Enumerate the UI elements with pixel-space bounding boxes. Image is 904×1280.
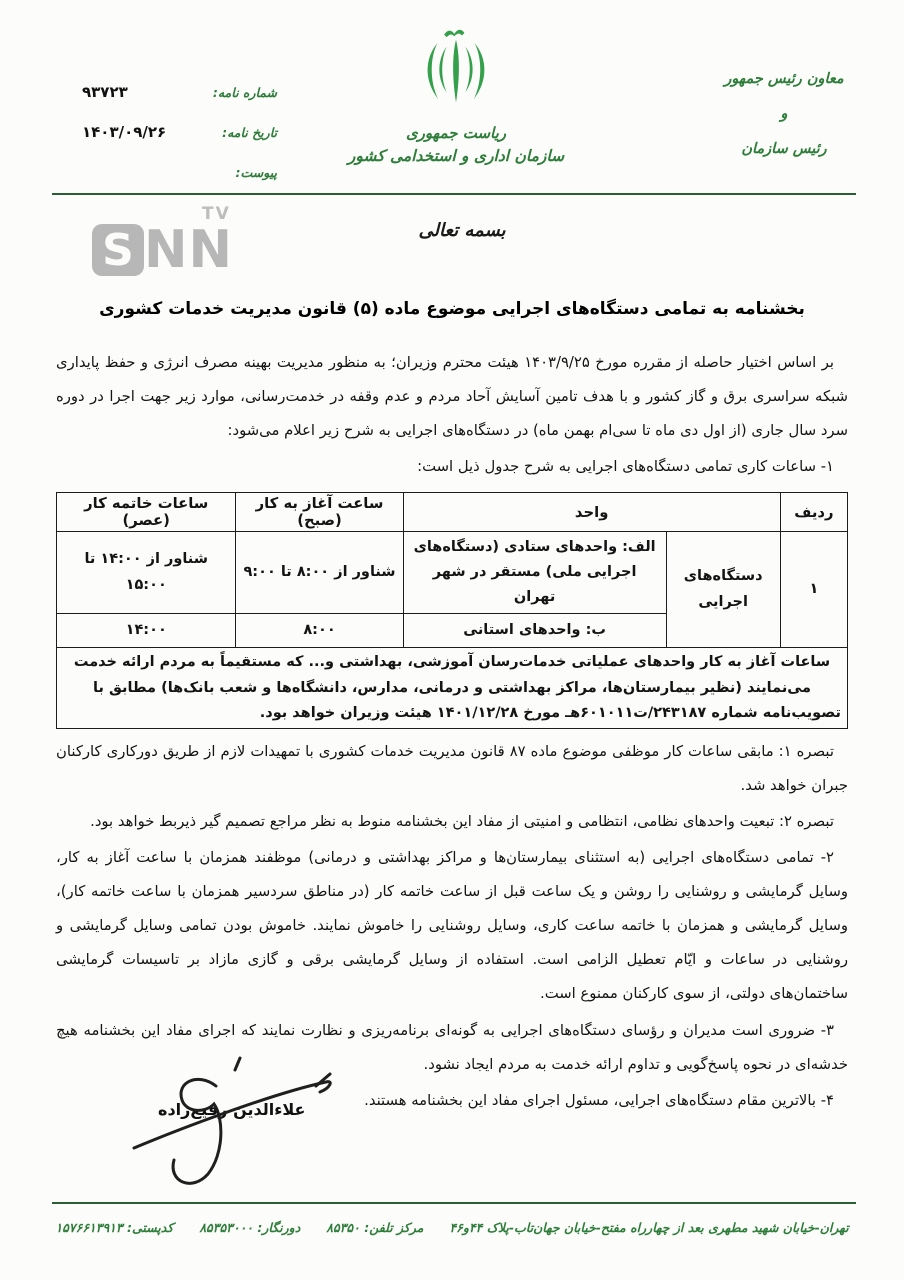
letter-attachment-label: پیوست: xyxy=(235,164,277,180)
table-note-cell: ساعات آغاز به کار واحدهای عملیاتی خدمات‌رسان آموزشی، بهداشتی و... که مستقیماً به مردم ارائه خدمت می‌نمایند (نظیر بیمارستان‌ها، مراکز بهداشتی و درمانی، مدارس، دانشگاه‌ها و شعب بانک‌ها) مطابق با تصویب‌نامه شماره ۲۴۳۱۸۷/ت۶۰۱۰۱۱هـ مورخ ۱۴۰۱/۱۲/۲۸ هیئت وزیران خواهد بود. xyxy=(57,648,848,729)
signer-title-line1: معاون رئیس جمهور xyxy=(724,71,844,87)
unit-b-cell: ب: واحدهای استانی xyxy=(403,614,666,648)
watermark-s-badge: S xyxy=(92,224,144,276)
letter-attachment-row xyxy=(82,152,277,192)
item-4-paragraph: ۴- بالاترین مقام دستگاه‌های اجرایی، مسئول اجرای مفاد این بخشنامه هستند. xyxy=(364,1091,834,1109)
col-header-unit: واحد xyxy=(403,493,780,532)
letter-number-row xyxy=(82,72,277,112)
footer-fax xyxy=(199,1220,300,1235)
footer-fax-value: ۸۵۳۵۳۰۰۰ xyxy=(199,1220,254,1235)
letter-number-value: ۹۳۷۲۳ xyxy=(82,83,128,101)
intro-paragraph: بر اساس اختیار حاصله از مقرره مورخ ۱۴۰۳/۹/۲۵ هیئت محترم وزیران؛ به منظور مدیریت بهینه مصرف انرژی و حفظ پایداری شبکه سراسری برق و گاز کشور و با هدف تامین آسایش آحاد مردم و عدم وقفه در خدمت‌رسانی، موارد زیر جهت اجرا در دوره سرد سال جاری (از اول دی ماه تا سی‌ام بهمن ماه) در دستگاه‌های اجرایی به شرح زیر اعلام می‌شود: xyxy=(56,354,848,440)
watermark-snn-logo xyxy=(92,220,234,280)
unit-b-end-cell: ۱۴:۰۰ xyxy=(57,614,236,648)
footer-postal-label: کدپستی: xyxy=(126,1220,174,1235)
work-hours-table xyxy=(56,492,848,729)
agency-group-cell: دستگاه‌های اجرایی xyxy=(666,532,780,648)
watermark-tv-text: TV xyxy=(202,204,231,224)
signer-title-line2: و xyxy=(780,105,788,122)
org-name-line: سازمان اداری و استخدامی کشور xyxy=(347,146,565,165)
document-body xyxy=(56,344,848,1118)
table-header-row xyxy=(57,493,848,532)
unit-a-cell: الف: واحدهای ستادی (دستگاه‌های اجرایی ملی) مستقر در شهر تهران xyxy=(403,532,666,614)
unit-a-end-cell: شناور از ۱۴:۰۰ تا ۱۵:۰۰ xyxy=(57,532,236,614)
page-title: بخشنامه به تمامی دستگاه‌های اجرایی موضوع ماده (۵) قانون مدیریت خدمات کشوری xyxy=(99,299,805,319)
item-3-paragraph: ۳- ضروری است مدیران و رؤسای دستگاه‌های اجرایی به گونه‌ای برنامه‌ریزی و نظارت نمایند که اجرای مفاد این بخشنامه هیچ خدشه‌ای در نحوه پاسخ‌گویی و تداوم ارائه خدمت به مردم ایجاد نشود. xyxy=(56,1021,848,1073)
footer-contact-bar xyxy=(30,1220,874,1235)
col-header-end-time: ساعات خاتمه کار (عصر) xyxy=(57,493,236,532)
note-2-paragraph: تبصره ۲: تبعیت واحدهای نظامی، انتظامی و امنیتی از مفاد این بخشنامه منوط به نظر مراجع تصمیم گیر ذیربط خواهد بود. xyxy=(90,813,834,831)
note-1-paragraph: تبصره ۱: مابقی ساعات کار موظفی موضوع ماده ۸۷ قانون مدیریت خدمات کشوری با تمهیدات لازم از طریق دورکاری کارکنان جبران خواهد شد. xyxy=(56,743,848,795)
signer-title-line3: رئیس سازمان xyxy=(741,140,827,157)
table-row xyxy=(57,532,848,614)
footer-postal-value: ۱۵۷۶۶۱۳۹۱۳ xyxy=(55,1220,123,1235)
footer-address: تهران-خیابان شهید مطهری بعد از چهارراه مفتح-خیابان جهان‌تاب-پلاک ۴۴و۴۶ xyxy=(449,1220,849,1235)
row-number-cell: ۱ xyxy=(780,532,847,648)
unit-a-start-cell: شناور از ۸:۰۰ تا ۹:۰۰ xyxy=(236,532,403,614)
org-presidency-line: ریاست جمهوری xyxy=(405,124,507,142)
letter-date-row xyxy=(82,112,277,152)
unit-b-start-cell: ۸:۰۰ xyxy=(236,614,403,648)
item-1-paragraph: ۱- ساعات کاری تمامی دستگاه‌های اجرایی به شرح جدول ذیل است: xyxy=(417,458,834,476)
footer-phone-value: ۸۵۳۵۰ xyxy=(326,1220,360,1235)
letter-meta xyxy=(82,72,277,192)
col-header-start-time: ساعت آغاز به کار (صبح) xyxy=(236,493,403,532)
signature-block xyxy=(120,1052,380,1202)
footer-phone-label: مرکز تلفن: xyxy=(364,1220,424,1235)
besmele-text: بسمه تعالی xyxy=(418,220,506,241)
letter-date-label: تاریخ نامه: xyxy=(222,124,277,140)
handwritten-signature xyxy=(120,1052,370,1202)
letterhead-center xyxy=(322,24,590,168)
footer-divider-line xyxy=(52,1202,856,1204)
footer-postal xyxy=(55,1220,173,1235)
letter-number-label: شماره نامه: xyxy=(212,84,277,100)
col-header-radif: ردیف xyxy=(780,493,847,532)
iran-emblem-icon xyxy=(417,24,495,120)
snn-tv-watermark xyxy=(92,204,252,289)
watermark-nn-text: NN xyxy=(144,220,234,280)
item-2-paragraph: ۲- تمامی دستگاه‌های اجرایی (به استثنای بیمارستان‌ها و مراکز بهداشتی و درمانی) موظفند همزمان با ساعت آغاز به کار، وسایل گرمایشی و روشنایی را روشن و یک ساعت قبل از ساعت خاتمه کار (در مناطق سردسیر همزمان با ساعت خاتمه کار)، وسایل گرمایشی و همزمان با خاتمه ساعت کاری، وسایل روشنایی را خاموش نمایند. خاموش بودن تمامی وسایل گرمایشی و روشنایی در ساعات و ایّام تعطیل الزامی است. استفاده از وسایل گرمایشی برقی و گازی مازاد بر تاسیسات گرمایشی ساختمان‌های دولتی، از سوی کارکنان ممنوع است. xyxy=(56,849,848,1003)
header-divider-line xyxy=(52,193,856,195)
footer-fax-label: دورنگار: xyxy=(257,1220,301,1235)
letterhead-right xyxy=(694,62,874,166)
footer-phone xyxy=(326,1220,423,1235)
signer-name: علاءالدین رفیع‌زاده xyxy=(158,1100,306,1119)
table-note-row xyxy=(57,648,848,729)
letter-date-value: ۱۴۰۳/۰۹/۲۶ xyxy=(82,123,167,141)
